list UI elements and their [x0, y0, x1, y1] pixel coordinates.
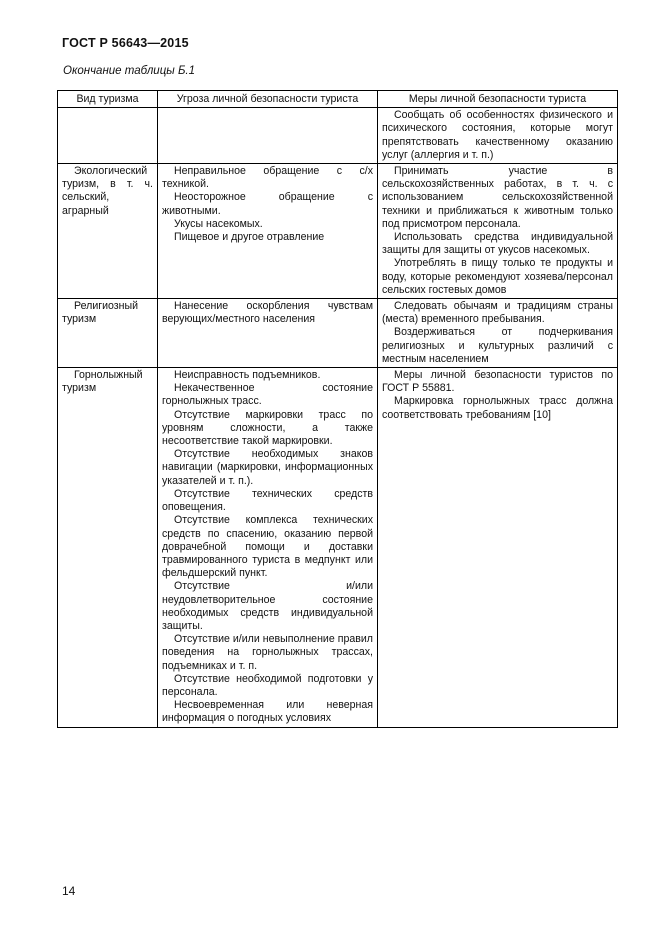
- measure-item: Употреблять в пищу только те продукты и воду, которые рекомендуют хозяева/персонал сельских гостевых домов: [382, 257, 613, 296]
- measure-item: Принимать участие в сельскохозяйственных работах, в т. ч. с использованием сельскохозяйственной техники и приближаться к животным только под присмотром персонала.: [382, 165, 613, 230]
- threat-item: Неисправность подъемников.: [174, 369, 321, 382]
- table-row: [58, 368, 618, 727]
- threat-item: Укусы насекомых.: [174, 217, 263, 230]
- table-continuation-caption: Окончание таблицы Б.1: [63, 65, 196, 77]
- threat-cell: [158, 108, 378, 164]
- threat-cell: [158, 368, 378, 727]
- tourism-type-cell: [58, 299, 158, 368]
- threat-item: Некачественное состояние горнолыжных трасс.: [162, 382, 373, 408]
- threat-item: Неправильное обращение с с/х техникой.: [162, 165, 373, 191]
- measures-cell: [378, 299, 618, 368]
- table-row: [58, 164, 618, 299]
- measure-item: Воздерживаться от подчеркивания религиозных и культурных различий с местным населением: [382, 326, 613, 365]
- table-row: [58, 299, 618, 368]
- measures-cell: [378, 108, 618, 164]
- threat-item: Отсутствие необходимых знаков навигации (маркировки, информационных указателей и т. п.).: [162, 448, 373, 487]
- measure-item: Сообщать об особенностях физического и психического состояния, которые могут препятствовать качественному оказанию услуг (аллергия и т. п.): [382, 109, 613, 161]
- column-header-threat: Угроза личной безопасности туриста: [158, 91, 378, 108]
- measures-cell: [378, 368, 618, 727]
- threat-item: Отсутствие технических средств оповещения.: [162, 487, 373, 514]
- tourism-type-label: Религиозный туризм: [62, 300, 139, 326]
- page-number: 14: [62, 884, 76, 898]
- threat-item: Несвоевременная или неверная информация о погодных условиях: [162, 699, 373, 725]
- threat-item: Нанесение оскорбления чувствам верующих/местного населения: [162, 300, 373, 326]
- safety-measures-table: [57, 90, 618, 728]
- tourism-type-cell: [58, 164, 158, 299]
- tourism-type-cell: [58, 108, 158, 164]
- measure-item: Использовать средства индивидуальной защиты для защиты от укусов насекомых.: [382, 231, 613, 257]
- threat-item: Отсутствие и/или невыполнение правил поведения на горнолыжных трассах, подъемниках и т. п.: [162, 633, 373, 672]
- threat-item: Пищевое и другое отравление: [174, 231, 325, 244]
- threat-item: Отсутствие комплекса технических средств по спасению, оказанию первой доврачебной помощи и доставки травмированного туриста в медпункт или фельдшерский пункт.: [162, 514, 373, 580]
- column-header-tourism-type: Вид туризма: [58, 91, 158, 108]
- measures-cell: [378, 164, 618, 299]
- tourism-type-cell: [58, 368, 158, 727]
- threat-item: Отсутствие необходимой подготовки у персонала.: [162, 672, 373, 698]
- table-header-row: [58, 91, 618, 108]
- column-header-measures: Меры личной безопасности туриста: [378, 91, 618, 108]
- tourism-type-label: Экологический туризм, в т. ч. сельский, аграрный: [62, 165, 153, 217]
- measure-item: Следовать обычаям и традициям страны (места) временного пребывания.: [382, 300, 613, 326]
- measure-item: Меры личной безопасности туристов по ГОСТ Р 55881.: [382, 369, 613, 395]
- document-header: ГОСТ Р 56643—2015: [62, 36, 189, 50]
- threat-item: Отсутствие и/или неудовлетворительное состояние необходимых средств индивидуальной защиты.: [162, 580, 373, 632]
- measure-item: Маркировка горнолыжных трасс должна соответствовать требованиям [10]: [382, 395, 613, 421]
- tourism-type-label: Горнолыжный туризм: [62, 369, 143, 395]
- threat-item: Отсутствие маркировки трасс по уровням сложности, а также несоответствие такой маркировки.: [162, 408, 373, 448]
- threat-cell: [158, 164, 378, 299]
- threat-cell: [158, 299, 378, 368]
- table-row: [58, 108, 618, 164]
- threat-item: Неосторожное обращение с животными.: [162, 191, 373, 217]
